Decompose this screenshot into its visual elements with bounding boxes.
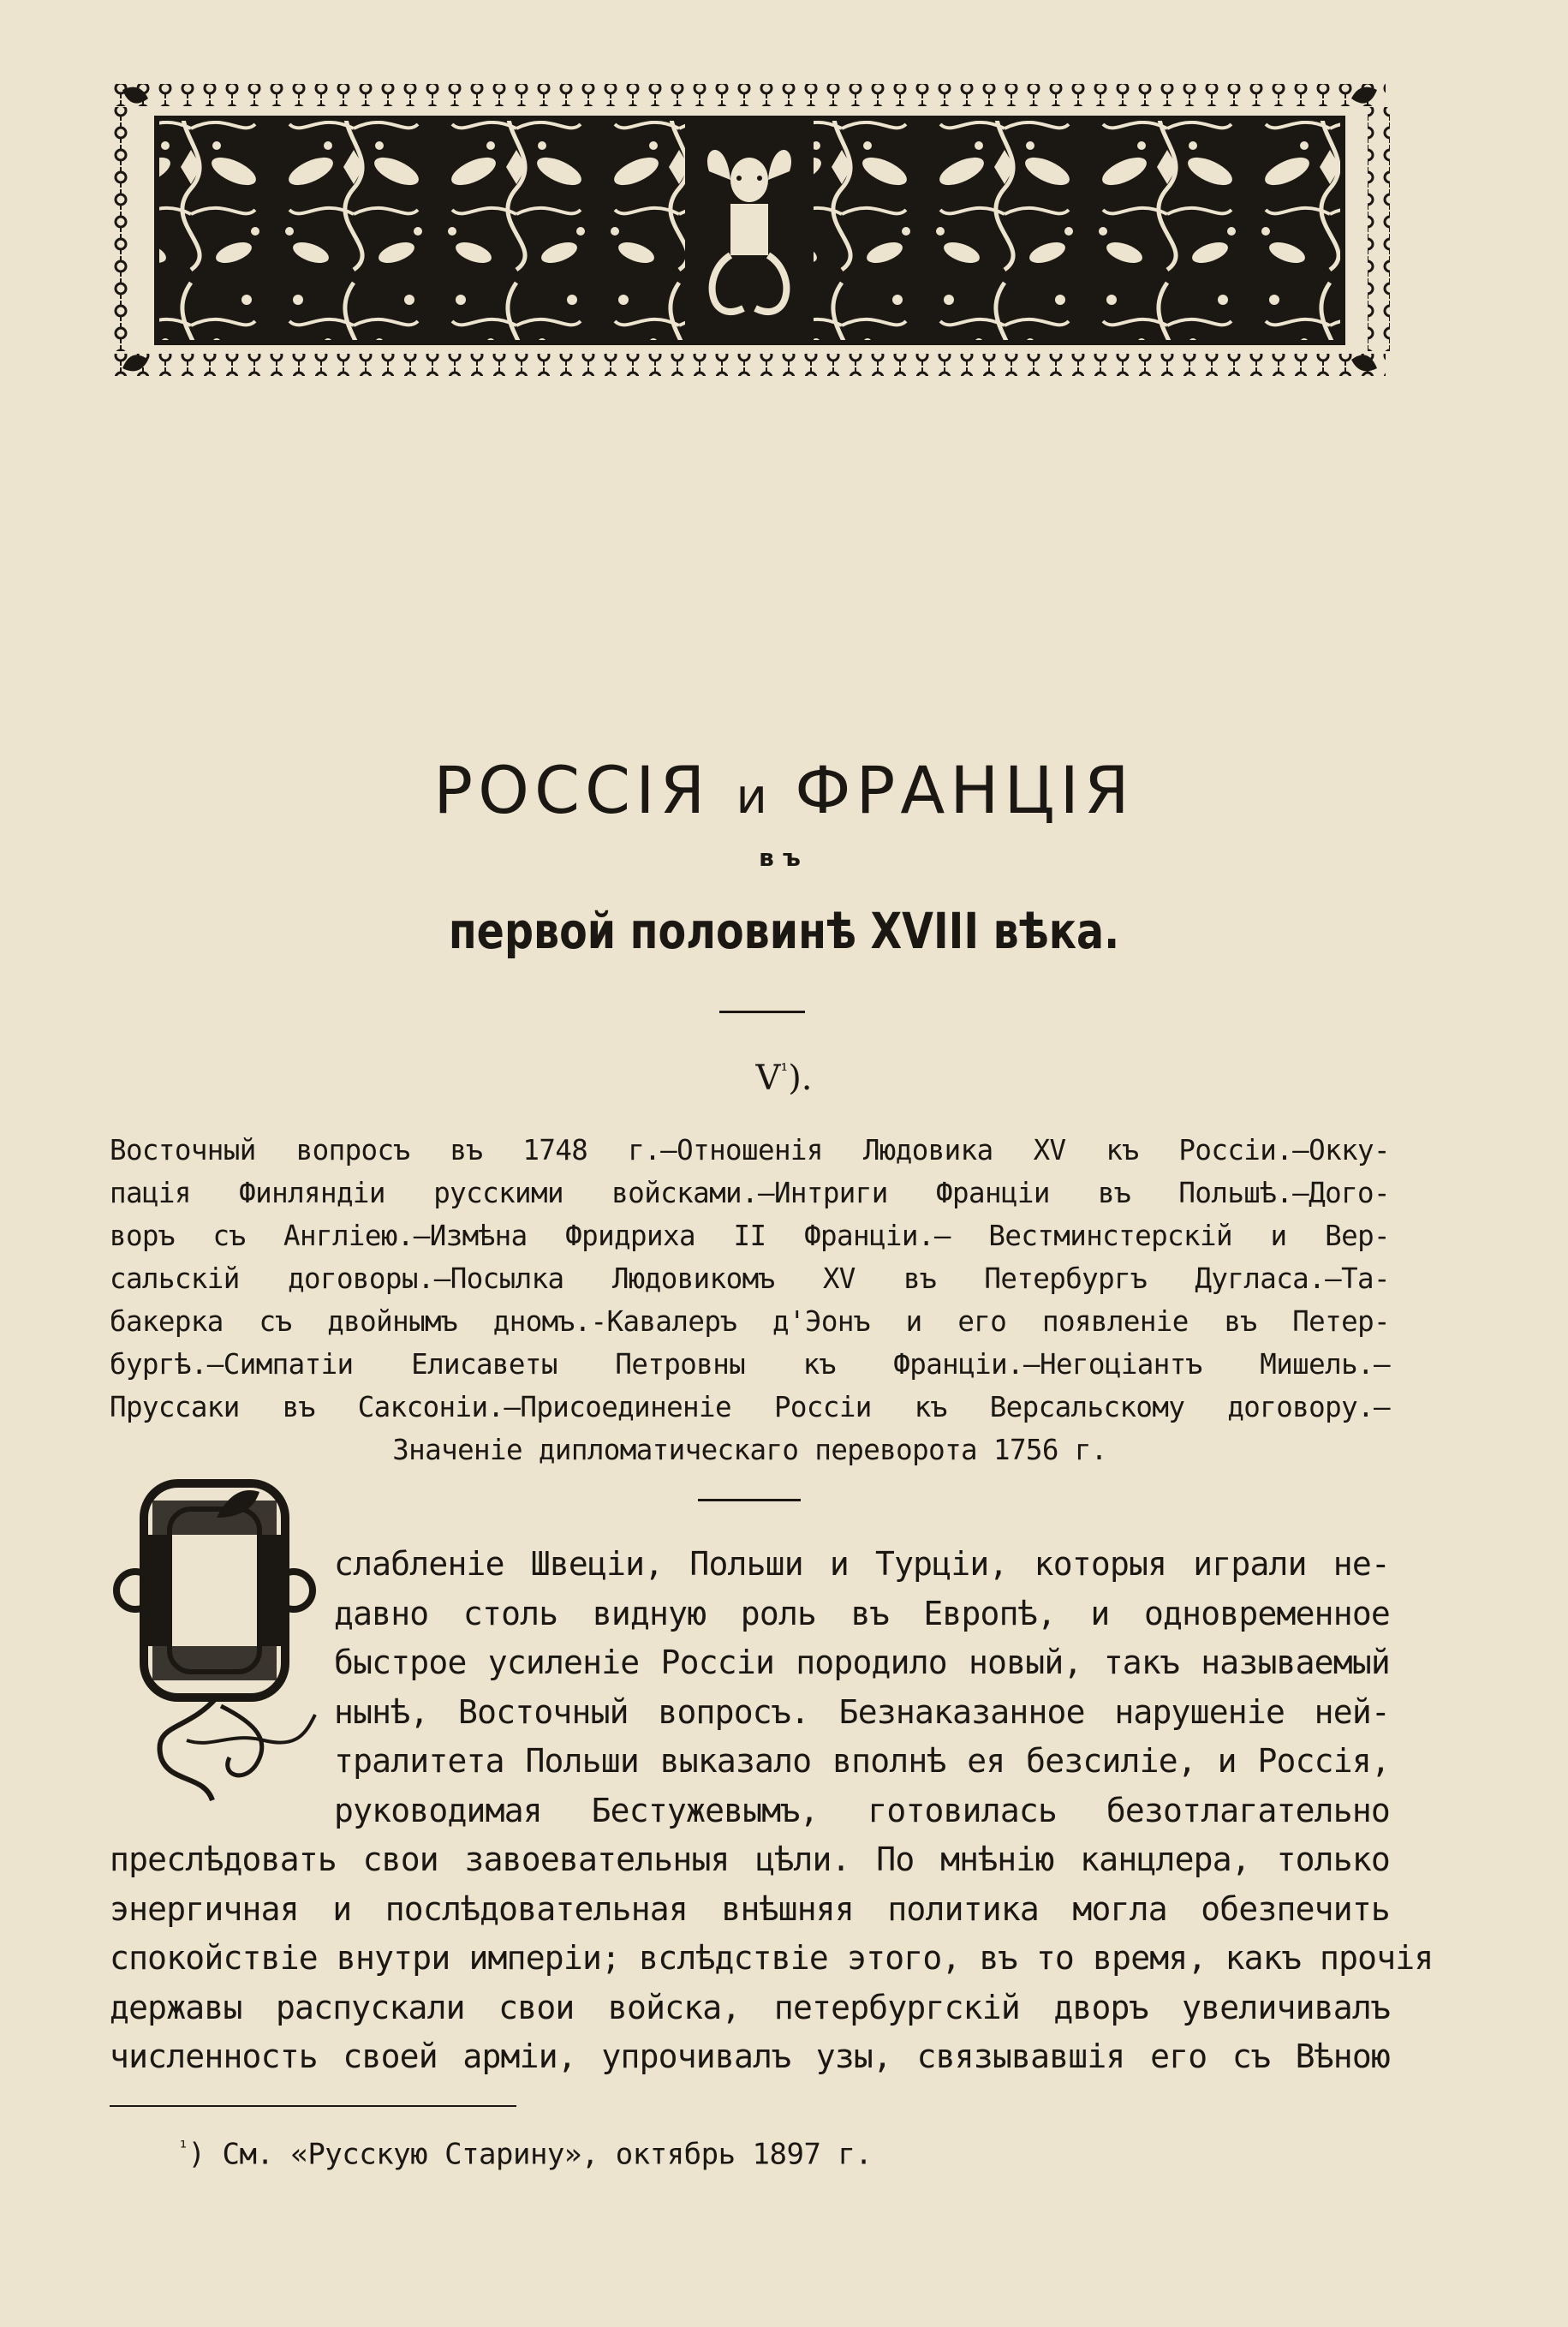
headpiece-ornament: [110, 77, 1390, 381]
summary-line: Восточный вопросъ въ 1748 г.—Отношенія Людовика XV къ Россіи.—Окку-: [110, 1134, 1390, 1166]
title-preposition: въ: [759, 844, 809, 872]
footnote: [178, 2137, 872, 2171]
title-subtitle: первой половинѣ XVIII вѣка.: [448, 902, 1120, 960]
footnote-ref: ¹: [178, 2137, 188, 2157]
body-text: [110, 1540, 1434, 2082]
body-line: энергичная и послѣдовательная внѣшняя политика могла обезпечить: [110, 1889, 1390, 1928]
footnote-text: ) См. «Русскую Старину», октябрь 1897 г.: [188, 2137, 873, 2172]
body-line: державы распускали свои войска, петербургскій дворъ увеличивалъ: [110, 1988, 1390, 2026]
part-label: V: [755, 1059, 781, 1098]
body-line: быстрое усиленіе Россіи породило новый, такъ называемый: [334, 1644, 1390, 1681]
part-number: [0, 1059, 1568, 1098]
part-suffix: ).: [788, 1059, 813, 1098]
body-line: тралитета Польши выказало вполнѣ ея безсиліе, и Россія,: [334, 1742, 1390, 1780]
summary-line: Значеніе дипломатическаго переворота 1756 г.: [392, 1434, 1107, 1466]
title-divider: [719, 1011, 805, 1013]
title-conjunction: и: [736, 769, 769, 825]
article-title: [0, 752, 1568, 828]
title-word-russia: РОССІЯ: [433, 752, 711, 828]
body-line: слабленіе Швеціи, Польши и Турціи, которыя играли не-: [334, 1545, 1390, 1583]
summary-line: Пруссаки въ Саксоніи.—Присоединеніе Россіи къ Версальскому договору.—: [110, 1391, 1390, 1423]
summary-divider: [698, 1499, 801, 1501]
footnote-divider: [110, 2105, 516, 2107]
summary-line: пація Финляндіи русскими войсками.—Интриги Франціи въ Польшѣ.—Дого-: [110, 1177, 1390, 1209]
title-word-france: ФРАНЦІЯ: [795, 752, 1135, 828]
body-line: нынѣ, Восточный вопросъ. Безнаказанное нарушеніе ней-: [334, 1692, 1390, 1731]
summary-line: бакерка съ двойнымъ дномъ.-Кавалеръ д'Эонъ и его появленіе въ Петер-: [110, 1305, 1390, 1338]
body-line: руководимая Бестужевымъ, готовилась безотлагательно: [334, 1791, 1390, 1829]
part-footnote-ref: ¹: [780, 1060, 789, 1083]
summary-line: бургѣ.—Симпатіи Елисаветы Петровны къ Франціи.—Негоціантъ Мишель.—: [110, 1348, 1390, 1381]
body-line: давно столь видную роль въ Европѣ, и одновременное: [334, 1594, 1390, 1632]
body-line: преслѣдовать свои завоевательныя цѣли. По мнѣнію канцлера, только: [110, 1841, 1390, 1878]
body-line: численность своей арміи, упрочивалъ узы, связывавшія его съ Вѣною: [110, 2038, 1390, 2075]
summary-line: воръ съ Англіею.—Измѣна Фридриха II Франціи.— Вестминстерскій и Вер-: [110, 1220, 1390, 1252]
chapter-summary: [110, 1129, 1390, 1471]
summary-line: сальскій договоры.—Посылка Людовикомъ XV въ Петербургъ Дугласа.—Та-: [110, 1262, 1390, 1295]
body-line: спокойствіе внутри имперіи; вслѣдствіе этого, въ то время, какъ прочія: [110, 1939, 1434, 1977]
